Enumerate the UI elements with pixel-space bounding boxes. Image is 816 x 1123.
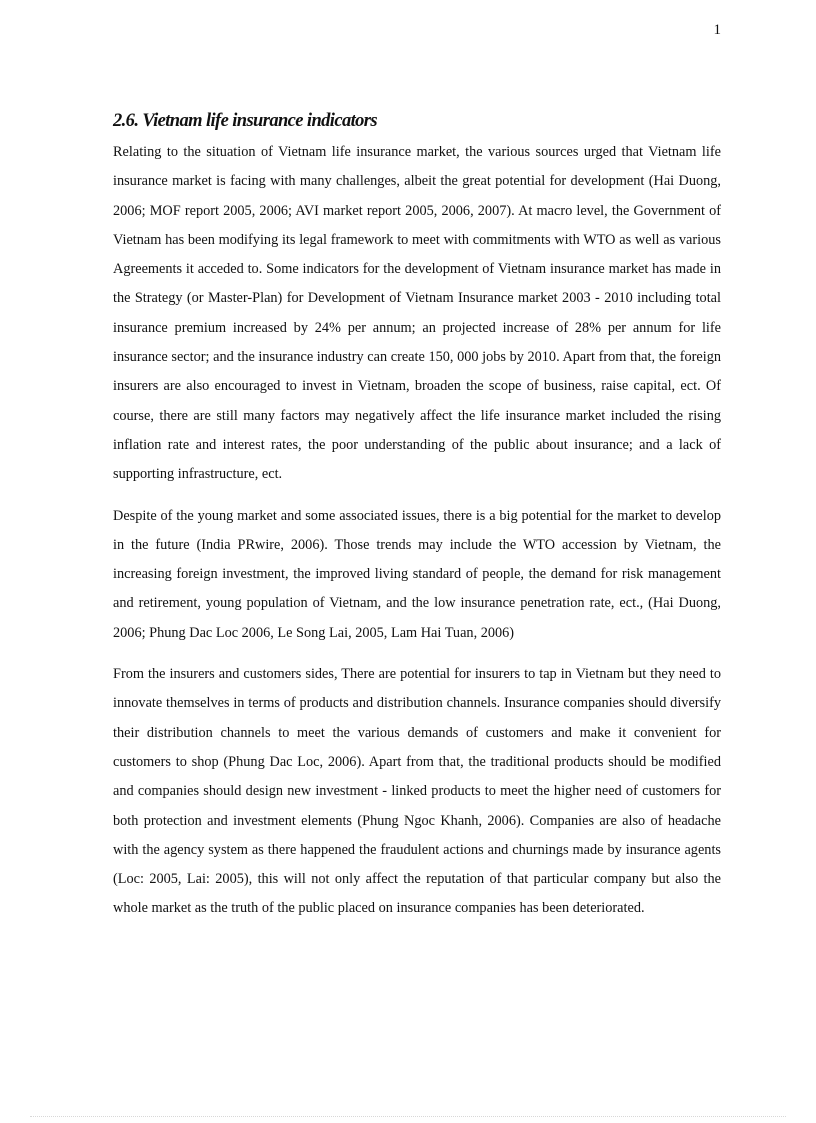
section-content (113, 108, 721, 937)
paragraph-market-potential: Despite of the young market and some associated issues, there is a big potential for the market to develop in the future (India PRwire, 2006). Those trends may include the WTO accession by Vietnam, the increasing foreign investment, the improved living standard of people, the demand for risk management and retirement, young population of Vietnam, and the low insurance penetration rate, ect., (Hai Duong, 2006; Phung Dac Loc 2006, Le Song Lai, 2005, Lam Hai Tuan, 2006) (113, 507, 721, 641)
page-bottom-divider (30, 1116, 786, 1117)
page-number: 1 (713, 22, 721, 38)
section-heading: 2.6. Vietnam life insurance indicators (113, 111, 377, 131)
paragraph-insurers-customers: From the insurers and customers sides, There are potential for insurers to tap in Vietnam but they need to innovate themselves in terms of products and distribution channels. Insurance companies should diversify their distribution channels to meet the various demands of customers and make it convenient for customers to shop (Phung Dac Loc, 2006). Apart from that, the traditional products should be modified and companies should design new investment - linked products to meet the higher need of customers for both protection and investment elements (Phung Ngoc Khanh, 2006). Companies are also of headache with the agency system as there happened the fraudulent actions and churnings made by insurance agents (Loc: 2005, Lai: 2005), this will not only affect the reputation of that particular company but also the whole market as the truth of the public placed on insurance companies has been deteriorated. (113, 666, 721, 917)
paragraph-market-challenges: Relating to the situation of Vietnam life insurance market, the various sources urged that Vietnam life insurance market is facing with many challenges, albeit the great potential for development (Hai Duong, 2006; MOF report 2005, 2006; AVI market report 2005, 2006, 2007). At macro level, the Government of Vietnam has been modifying its legal framework to meet with commitments with WTO as well as various Agreements it acceded to. Some indicators for the development of Vietnam insurance market has made in the Strategy (or Master-Plan) for Development of Vietnam Insurance market 2003 - 2010 including total insurance premium increased by 24% per annum; an projected increase of 28% per annum for life insurance sector; and the insurance industry can create 150, 000 jobs by 2010. Apart from that, the foreign insurers are also encouraged to invest in Vietnam, broaden the scope of business, raise capital, ect. Of course, there are still many factors may negatively affect the life insurance market included the rising inflation rate and interest rates, the poor understanding of the public about insurance; and a lack of supporting infrastructure, ect. (113, 144, 721, 483)
